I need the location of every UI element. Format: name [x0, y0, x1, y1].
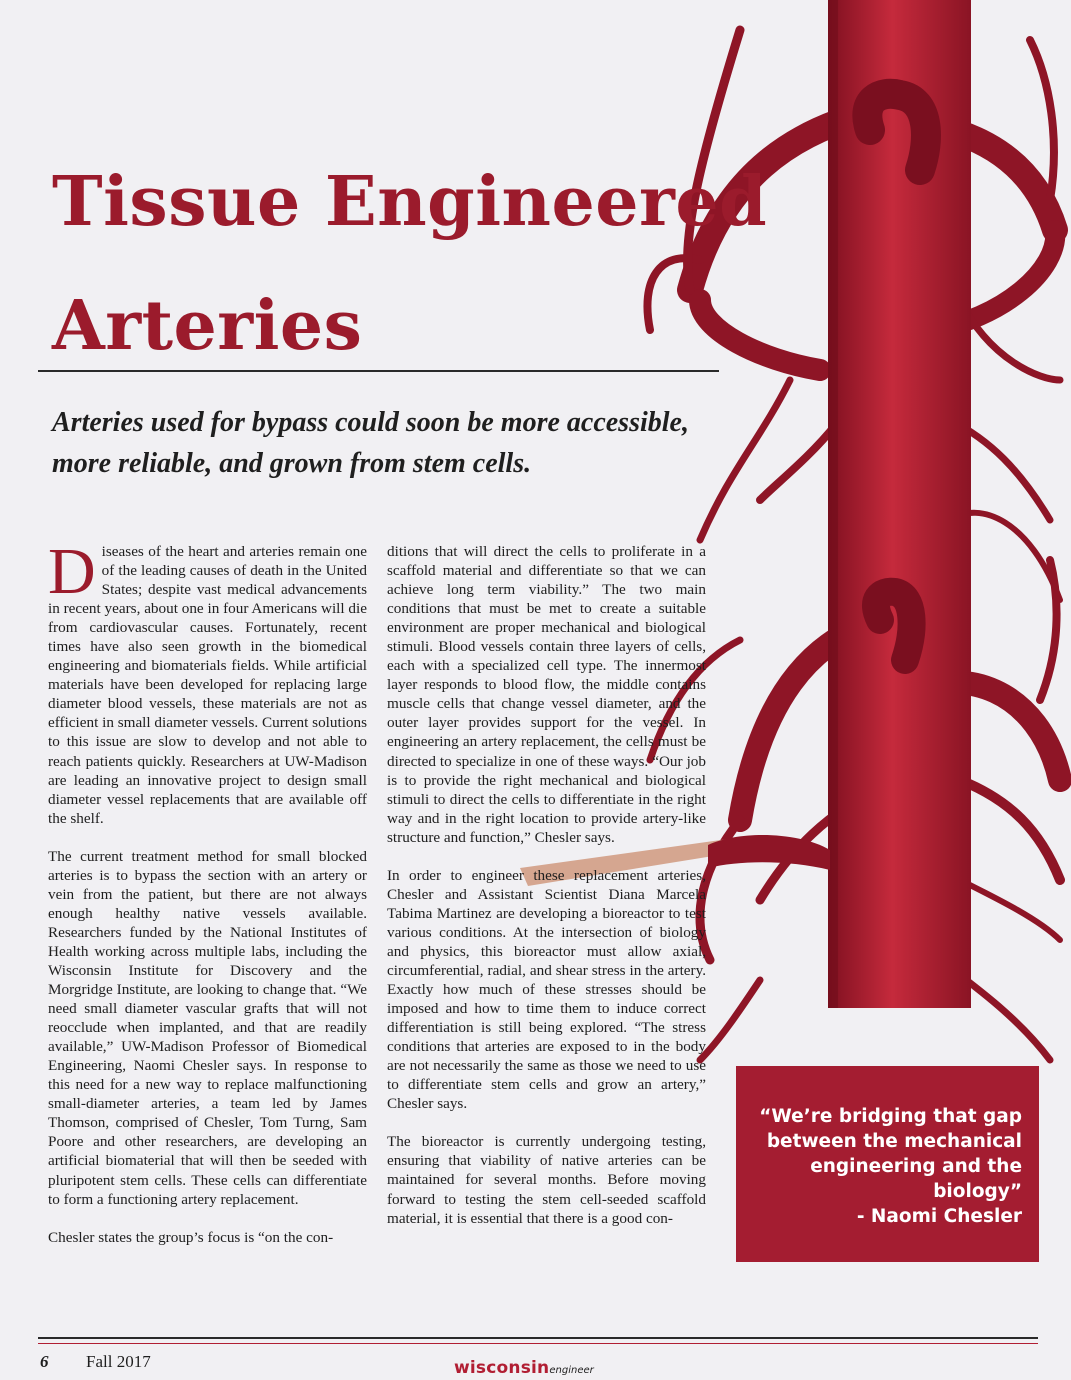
- subtitle-line-2: more reliable, and grown from stem cells.: [52, 448, 532, 479]
- footer-accent-divider: [38, 1343, 1038, 1344]
- quote-line-3: engineering and the biology”: [810, 1156, 1022, 1202]
- paragraph: In order to engineer these replacement arteries, Chesler and Assistant Scientist Diana Marcela Tabima Martinez are developing a bioreactor to test various conditions. At the intersection of biology and physics, this bioreactor must allow axial, circumferential, radial, and shear stress in the artery. Exactly how much of these stresses should be imposed and how to time them to induce correct differentiation is still being explored. “The stress conditions that arteries are exposed to in the body are not necessarily the same as those we need to use to differentiate stem cells and grow an artery,” Chesler says.: [387, 866, 706, 1113]
- main-vessel: [828, 0, 971, 1008]
- paragraph: ditions that will direct the cells to proliferate in a scaffold material and differentiate so that we can achieve long term viability.” The two main conditions that must be met to create a suitable environment are proper mechanical and biological stimuli. Blood vessels contain three layers of cells, each with a specialized cell type. The innermost layer responds to blood flow, the middle contains muscle cells that change vessel diameter, and the outer layer provides support for the vessel. In engineering an artery replacement, the cells must be directed to specialize in one of these ways. “Our job is to provide the right mechanical and biological stimuli to direct the cells to differentiate in the right way and in the right location to provide artery-like structure and function,” Chesler says.: [387, 543, 706, 846]
- article-subtitle: [52, 402, 712, 484]
- quote-attribution: - Naomi Chesler: [856, 1206, 1022, 1227]
- title-divider: [38, 370, 719, 372]
- title-line-2: Arteries: [52, 286, 363, 366]
- magazine-logo: [454, 1358, 594, 1380]
- paragraph: The current treatment method for small blocked arteries is to bypass the section with an artery or vein from the patient, but there are not always enough healthy native vessels available. Researchers funded by the National Institutes of Health working across multiple labs, including the Wisconsin Institute for Discovery and the Morgridge Institute, are looking to change that. “We need small diameter vascular grafts that will not reocclude when implanted, and that are readily available,” UW-Madison Professor of Biomedical Engineering, Naomi Chesler says. In response to this need for a new way to replace malfunctioning small-diameter arteries, a team led by James Thomson, comprised of Chesler, Tom Turng, Sam Poore and other researchers, are developing an artificial biomaterial that will then be seeded with pluripotent stem cells. These cells can differentiate to form a functioning artery replacement.: [48, 847, 367, 1208]
- body-column-2: [387, 542, 706, 1247]
- logo-main-text: wisconsin: [454, 1358, 550, 1378]
- article-title: [52, 140, 767, 388]
- logo-sub-text: engineer: [549, 1365, 594, 1376]
- paragraph: [48, 535, 368, 828]
- quote-line-1: “We’re bridging that gap: [759, 1106, 1022, 1127]
- pull-quote: [736, 1066, 1039, 1262]
- issue-date: Fall 2017: [86, 1352, 151, 1371]
- quote-line-2: between the mechanical: [766, 1131, 1022, 1152]
- pull-quote-text: [736, 1104, 1022, 1229]
- drop-cap: D: [48, 535, 96, 608]
- page-number: 6: [40, 1352, 49, 1371]
- body-column-1: [48, 535, 368, 1266]
- subtitle-line-1: Arteries used for bypass could soon be more accessible,: [52, 407, 689, 438]
- paragraph: Chesler states the group’s focus is “on the con-: [48, 1228, 334, 1246]
- footer-divider: [38, 1337, 1038, 1339]
- title-line-1: Tissue Engineered: [52, 162, 768, 242]
- paragraph: The bioreactor is currently undergoing testing, ensuring that viability of native arteries can be maintained for several months. Before moving forward to testing the stem cell-seeded scaffold material, it is essential that there is a good con-: [387, 1133, 706, 1227]
- paragraph-text: iseases of the heart and arteries remain one of the leading causes of death in the United States; despite vast medical advancements in recent years, about one in four Americans will die from cardiovascular causes. Fortunately, recent times have also seen growth in the biomedical engineering and biomaterials fields. While artificial materials have been developed for replacing large diameter blood vessels, these materials are not as efficient in small diameter vessels. Current solutions to this issue are slow to develop and not able to reach patients quickly. Researchers at UW-Madison are leading an innovative project to design small diameter vessel replacements that are available off the shelf.: [48, 543, 368, 827]
